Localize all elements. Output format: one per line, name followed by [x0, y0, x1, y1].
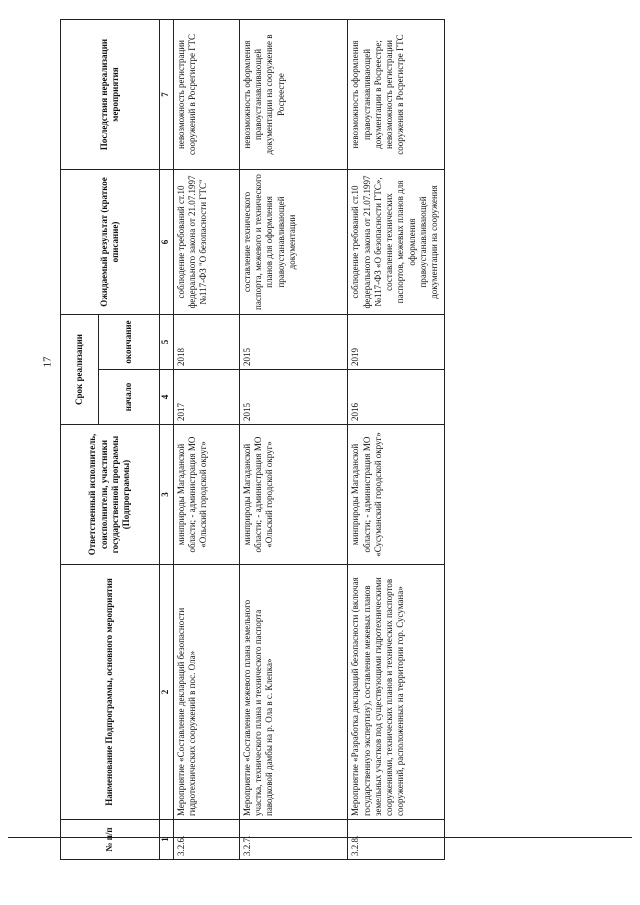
header-end: окончание — [99, 315, 159, 370]
row-name: Мероприятие «Составление межевого плана земельного участка, технического плана и технического паспорта паводковой дамбы на р. Ола в с. Клепка» — [239, 565, 348, 820]
table-row — [239, 20, 348, 860]
row-consequences: невозможность оформления правоустанавливающей документации в Росреестре; невозможность регистрации сооружения в Росрегистре ГТС — [348, 20, 445, 170]
row-num: 3.2.7. — [239, 820, 348, 860]
row-end: 2019 — [348, 315, 445, 370]
header-start: начало — [99, 370, 159, 425]
rotated-table-wrapper — [60, 20, 445, 860]
row-end: 2015 — [239, 315, 348, 370]
row-result: соблюдение требований ст.10 федерального закона от 21.07.1997 №117-ФЗ «О безопасности ГТС», составление технических паспортов, межевых планов для оформления правоустанавливающей документации на сооружения — [348, 170, 445, 315]
header-consequences: Последствия нереализации мероприятия — [61, 20, 160, 170]
header-result: Ожидаемый результат (краткое описание) — [61, 170, 160, 315]
row-consequences: невозможность регистрации сооружений в Росрегистре ГТС — [173, 20, 239, 170]
row-num: 3.2.8. — [348, 820, 445, 860]
header-name: Наименование Подпрограммы, основного мероприятия — [61, 565, 160, 820]
row-result: составление технического паспорта, межевого и технического планов для оформления правоустанавливающей документации — [239, 170, 348, 315]
row-num: 3.2.6. — [173, 820, 239, 860]
column-number: 3 — [159, 425, 173, 565]
table-row — [348, 20, 445, 860]
page-number: 17 — [41, 356, 54, 368]
column-number: 1 — [159, 820, 173, 860]
row-end: 2018 — [173, 315, 239, 370]
row-responsible: минприроды Магаданской области; - администрация МО «Ольский городской округ» — [239, 425, 348, 565]
column-number: 6 — [159, 170, 173, 315]
column-number: 4 — [159, 370, 173, 425]
row-responsible: минприроды Магаданской области; - администрация МО «Ольский городской округ» — [173, 425, 239, 565]
row-start: 2017 — [173, 370, 239, 425]
header-row — [61, 20, 99, 860]
column-numbers-row — [159, 20, 173, 860]
column-number: 7 — [159, 20, 173, 170]
table-container — [60, 20, 445, 860]
header-num: № п/п — [61, 820, 160, 860]
column-number: 2 — [159, 565, 173, 820]
header-period: Срок реализации — [61, 315, 99, 425]
row-responsible: минприроды Магаданской области; - администрация МО «Сусуманский городской округ» — [348, 425, 445, 565]
row-name: Мероприятие «Составление деклараций безопасности гидротехнических сооружений в пос. Ола» — [173, 565, 239, 820]
header-responsible: Ответственный исполнитель, соисполнители, участники государственной программы (Подпрограммы) — [61, 425, 160, 565]
row-start: 2015 — [239, 370, 348, 425]
measures-table — [60, 19, 445, 860]
row-consequences: невозможность оформления правоустанавливающей документации на сооружение в Росреестре — [239, 20, 348, 170]
row-result: соблюдение требований ст.10 федерального закона от 21.07.1997 №117-ФЗ "О безопасности ГТС" — [173, 170, 239, 315]
table-row — [173, 20, 239, 860]
column-number: 5 — [159, 315, 173, 370]
row-name: Мероприятие «Разработка деклараций безопасности (включая государственную экспертизу), составление межевых планов земельных участков под существующими гидротехническими сооружениями, технических планов и технических паспортов сооружений, расположенных на территории гор. Сусумана» — [348, 565, 445, 820]
row-start: 2016 — [348, 370, 445, 425]
